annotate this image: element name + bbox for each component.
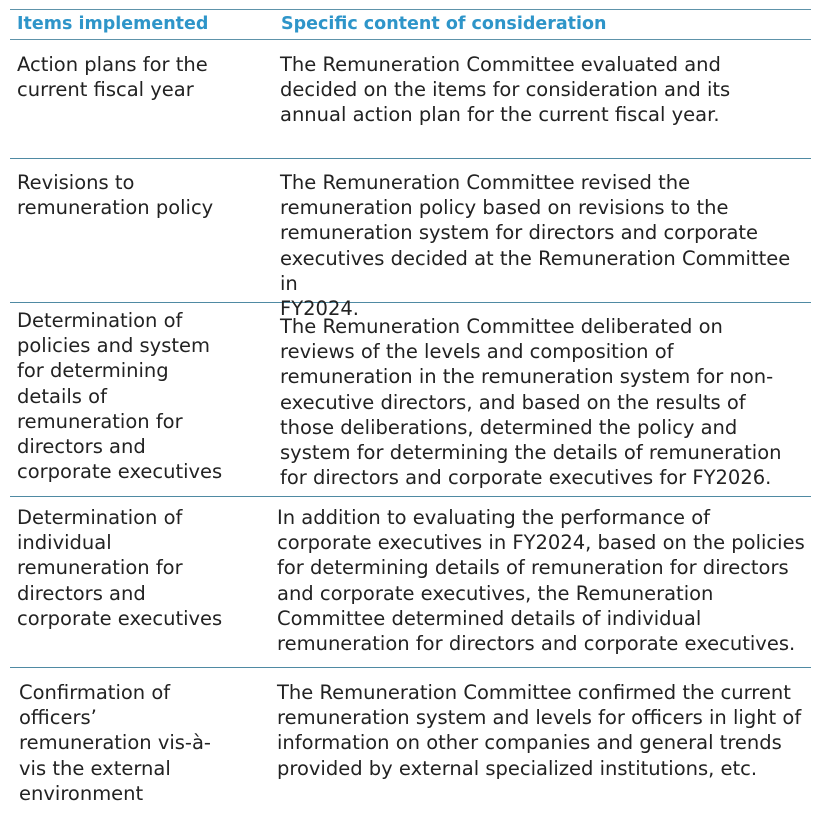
- row-item-cell: Determination of policies and system for determining details of remuneration for directors and corporate executives: [17, 309, 223, 484]
- table-row: [10, 303, 811, 497]
- table-row: [10, 668, 811, 808]
- row-content-cell: The Remuneration Committee confirmed the current remuneration system and levels for officers in light of information on other companies and general trends provided by external specialized institutions, etc.: [277, 681, 802, 780]
- header-items-implemented: Items implemented: [17, 14, 209, 34]
- row-item-cell: Determination of individual remuneration for directors and corporate executives: [17, 506, 223, 630]
- row-content-cell: The Remuneration Committee evaluated and decided on the items for consideration and its annual action plan for the current fiscal year.: [280, 53, 731, 127]
- table-row: [10, 497, 811, 668]
- row-content-cell: The Remuneration Committee revised the remuneration policy based on revisions to the remuneration system for directors and corporate executives decided at the Remuneration Committee in FY2024.: [280, 171, 791, 321]
- row-content-cell: The Remuneration Committee deliberated on reviews of the levels and composition of remuneration in the remuneration system for non- executive directors, and based on the results of those deliberations, determined the policy and system for determining the details of remuneration for directors and corporate executives for FY2026.: [280, 315, 782, 490]
- row-item-cell: Action plans for the current fiscal year: [17, 53, 208, 102]
- header-specific-content: Specific content of consideration: [281, 14, 607, 34]
- row-item-cell: Confirmation of officers’ remuneration vis-à- vis the external environment: [19, 681, 211, 805]
- table-row: [10, 40, 811, 159]
- table-row: [10, 159, 811, 321]
- table-header: [10, 9, 811, 40]
- remuneration-committee-table: [10, 9, 811, 808]
- row-item-cell: Revisions to remuneration policy: [17, 171, 214, 220]
- row-content-cell: In addition to evaluating the performance of corporate executives in FY2024, based on the policies for determining details of remuneration for directors and corporate executives, the Remuneration Committee determined details of individual remuneration for directors and corporate executives.: [277, 506, 805, 656]
